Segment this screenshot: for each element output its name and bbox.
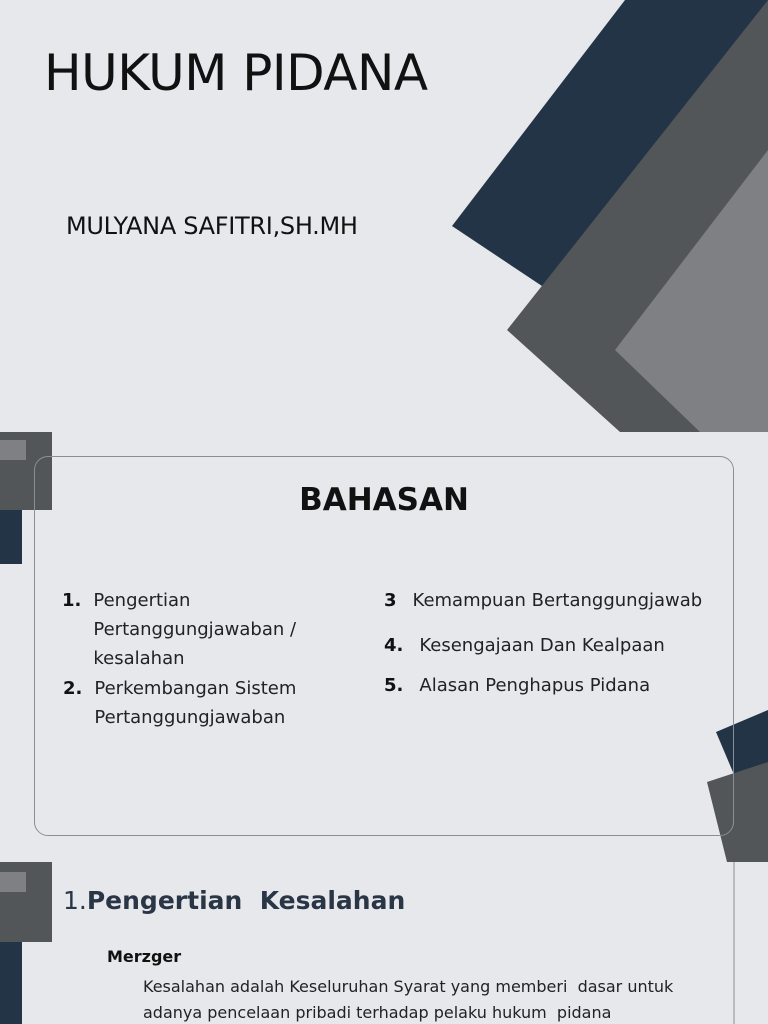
agenda-slide: [0, 432, 768, 862]
agenda-item-label: Kesengajaan Dan Kealpaan: [419, 635, 665, 656]
section-heading: [63, 886, 405, 915]
agenda-item-number: 5.: [384, 675, 404, 696]
agenda-item-number: 3: [384, 590, 397, 611]
section-title: Pengertian Kesalahan: [86, 886, 406, 915]
agenda-item-4: [384, 631, 665, 660]
agenda-item-3: [384, 586, 702, 615]
section-number: 1.: [63, 886, 87, 915]
agenda-item-number: 1.: [62, 590, 82, 611]
agenda-item-number: 4.: [384, 635, 404, 656]
agenda-item-1: [62, 586, 333, 673]
agenda-item-label: Perkembangan Sistem Pertanggungjawaban: [94, 678, 297, 728]
agenda-item-2: [63, 674, 334, 732]
author-name: MULYANA SAFITRI,SH.MH: [66, 212, 358, 240]
agenda-item-label: Pengertian Pertanggungjawaban / kesalahan: [93, 590, 297, 669]
agenda-item-label: Kemampuan Bertanggungjawab: [412, 590, 703, 611]
agenda-item-label: Alasan Penghapus Pidana: [419, 675, 651, 696]
agenda-item-number: 2.: [63, 678, 83, 699]
source-name: Merzger: [107, 947, 182, 966]
agenda-item-5: [384, 671, 650, 700]
agenda-heading: BAHASAN: [299, 482, 469, 518]
definition-slide: [0, 862, 768, 1024]
corner-square-navy: [0, 510, 22, 564]
presentation-title: HUKUM PIDANA: [44, 44, 428, 102]
corner-square-mid: [0, 440, 26, 460]
title-slide: [0, 0, 768, 432]
corner-square-mid: [0, 872, 26, 892]
definition-text: Kesalahan adalah Keseluruhan Syarat yang memberi dasar untuk adanya pencelaan pribadi terhadap pelaku hukum pidana: [143, 977, 679, 1022]
corner-square-navy: [0, 942, 22, 1024]
